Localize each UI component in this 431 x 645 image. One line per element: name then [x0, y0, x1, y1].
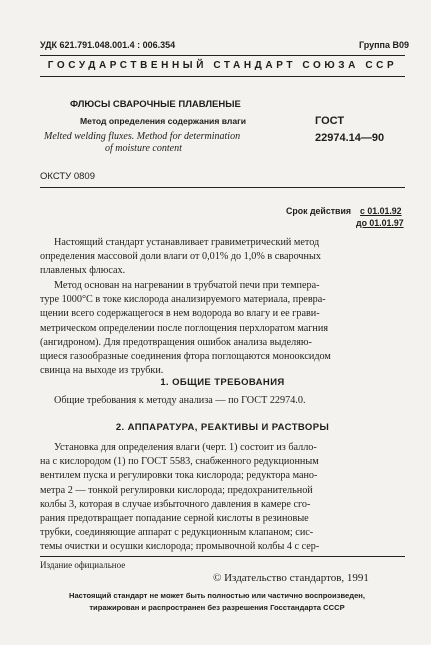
reproduction-notice-line2: тиражирован и распространен без разрешения Госстандарта СССР: [89, 603, 345, 612]
validity-from: с 01.01.92: [360, 206, 402, 216]
header-rule-bottom: [40, 76, 405, 77]
method-line: Метод основан на нагревании в трубчатой печи при темпера-: [54, 280, 320, 291]
validity-label: Срок действия: [286, 206, 351, 216]
section1-heading: 1. ОБЩИЕ ТРЕБОВАНИЯ: [160, 377, 285, 388]
section2-line: колбы 3, которая в случае избыточного давления в камере сго-: [40, 498, 311, 510]
section2-line: темы очистки и осушки кислорода; промывочной колбы 4 с сер-: [40, 541, 320, 553]
method-line: свинца на выходе из трубки.: [40, 365, 164, 377]
section2-heading: 2. АППАРАТУРА, РЕАКТИВЫ И РАСТВОРЫ: [115, 422, 330, 433]
method-line: туре 1000°С в токе кислорода анализируемого материала, превра-: [40, 294, 326, 306]
method-line: щении всего содержащегося в нем водорода во влагу и ее грави-: [40, 308, 320, 320]
section2-line: на с кислородом (1) по ГОСТ 5583, снабженного редукционным: [40, 456, 319, 468]
validity-to: до 01.01.97: [356, 218, 404, 228]
header-rule-top: [40, 55, 405, 56]
section2-line: вентилем пуска и регулировки тока кислорода; редуктора мано-: [40, 470, 318, 482]
section1-paragraph: [40, 394, 405, 408]
method-line: метрическом определении после поглощения перхлоратом магния: [40, 322, 329, 334]
footer-rule: [40, 556, 405, 557]
section2-line: метра 2 — тонкой регулировки кислорода; предохранительной: [40, 484, 313, 496]
intro-line: плавленых флюсах.: [40, 265, 126, 277]
reproduction-notice-line1: Настоящий стандарт не может быть полностью или частично воспроизведен,: [68, 591, 366, 600]
method-paragraph: [40, 279, 405, 378]
section2-line: трубки, соединяющие аппарат с редукционным клапаном; сис-: [40, 527, 314, 539]
method-line: (ангидроном). Для предотвращения ошибок анализа выделяю-: [40, 336, 312, 348]
standard-banner: ГОСУДАРСТВЕННЫЙ СТАНДАРТ СОЮЗА ССР: [47, 60, 398, 71]
method-line: щиеся газообразные соединения фтора поглощаются монооксидом: [40, 351, 331, 363]
section2-line: рания предотвращает попадание серной кислоты в резиновые: [40, 513, 309, 525]
gost-label: ГОСТ: [315, 115, 345, 127]
intro-line: определения массовой доли влаги от 0,01% до 1,0% в сварочных: [40, 251, 321, 263]
en-title-line1: Melted welding fluxes. Method for determination: [44, 131, 241, 142]
ru-title: ФЛЮСЫ СВАРОЧНЫЕ ПЛАВЛЕНЫЕ: [70, 99, 241, 110]
section2-paragraph: [40, 441, 405, 555]
intro-line: Настоящий стандарт устанавливает гравиметрический метод: [54, 237, 320, 248]
udk-code: УДК 621.791.048.001.4 : 006.354: [40, 40, 176, 50]
gost-number: 22974.14—90: [315, 132, 385, 144]
ru-subtitle: Метод определения содержания влаги: [80, 116, 247, 126]
section2-line: Установка для определения влаги (черт. 1) состоит из балло-: [54, 442, 317, 453]
copyright: © Издательство стандартов, 1991: [213, 572, 369, 584]
group-code: Группа В09: [358, 40, 409, 50]
okstu-code: ОКСТУ 0809: [40, 171, 95, 182]
okstu-rule: [40, 187, 405, 188]
en-title-line2: of moisture content: [105, 143, 182, 154]
edition-note: Издание официальное: [40, 560, 126, 570]
intro-paragraph: [40, 236, 405, 279]
section1-text: Общие требования к методу анализа — по ГОСТ 22974.0.: [54, 395, 306, 406]
